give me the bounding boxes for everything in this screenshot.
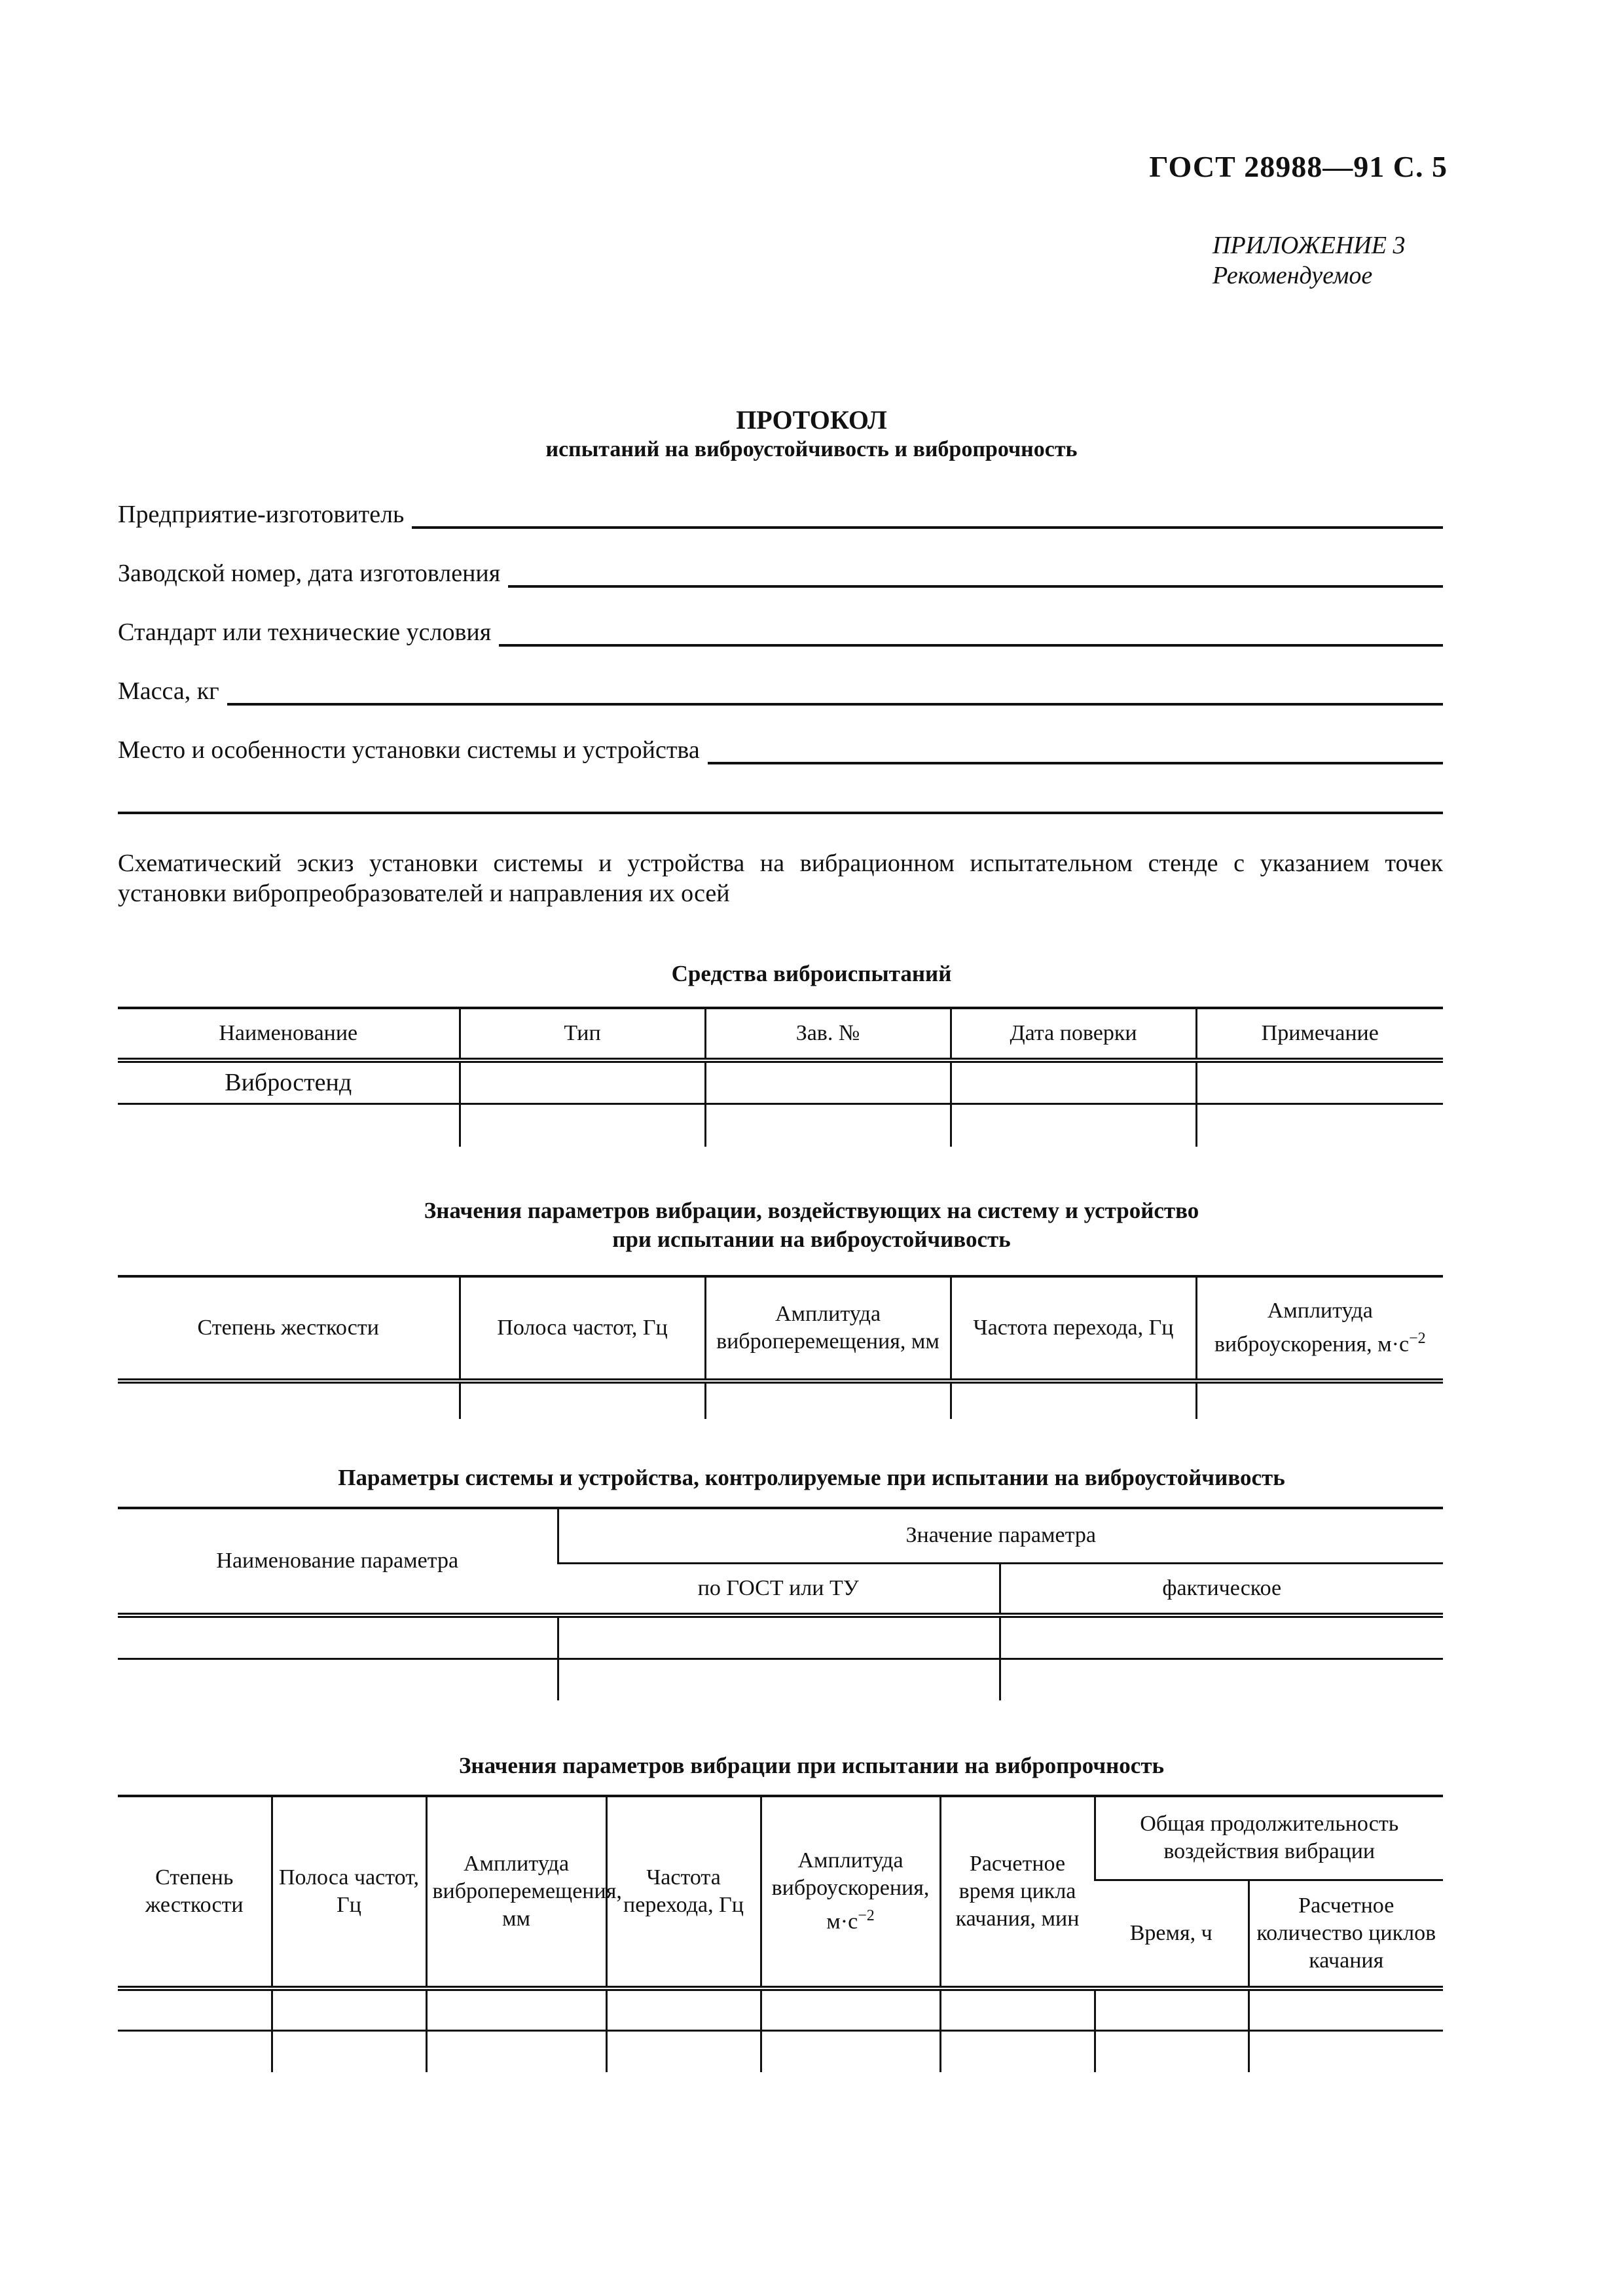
table-cell[interactable] [1095,2030,1249,2072]
t4-header-cycle-time: Расчетное время цикла качания, мин [940,1796,1095,1988]
t4-header-displacement: Амплитуда виброперемещения, мм [426,1796,606,1988]
t3-header-actual: фактическое [1000,1563,1443,1615]
table-vibration-resistance [118,1275,1443,1419]
table-cell[interactable] [1095,1988,1249,2030]
table-cell[interactable] [118,1988,272,2030]
appendix-title: ПРИЛОЖЕНИЕ 3 [1213,232,1406,259]
t4-header-freq: Полоса частот, Гц [272,1796,426,1988]
t4-header-acceleration [761,1796,940,1988]
t3-header-name: Наименование параметра [118,1508,558,1615]
table-cell[interactable] [460,1060,705,1103]
field-mass[interactable] [118,674,1443,706]
table-cell[interactable] [272,2030,426,2072]
t1-header-serial: Зав. № [705,1008,951,1060]
field-standard-line[interactable] [499,620,1443,647]
field-standard-label: Стандарт или технические условия [118,619,492,646]
table-cell[interactable] [118,2030,272,2072]
document-title: ПРОТОКОЛ [736,405,887,435]
table-cell[interactable] [1000,1659,1443,1700]
table4-title: Значения параметров вибрации при испытании на вибропрочность [458,1753,1165,1778]
table-cell[interactable] [558,1615,1000,1659]
page-header: ГОСТ 28988—91 С. 5 [1149,150,1448,183]
t2-header-acceleration-exp: −2 [1409,1330,1426,1348]
table2-title [0,1196,1623,1254]
table-row [118,1615,1443,1659]
table-vibration-strength [118,1795,1443,2072]
t1-cell-vibrostand: Вибростенд [118,1060,460,1103]
table2-title-line2: при испытании на виброустойчивость [612,1227,1011,1252]
table-cell[interactable] [460,1381,705,1419]
table-cell[interactable] [426,2030,606,2072]
t4-header-acceleration-exp: −2 [858,1907,875,1925]
t4-header-acceleration-text: Амплитуда виброускорения, м·с [771,1848,930,1934]
t4-header-severity: Степень жесткости [118,1796,272,1988]
t1-header-note: Примечание [1196,1008,1443,1060]
table-row [118,1103,1443,1147]
appendix-label [1213,230,1405,291]
t1-header-type: Тип [460,1008,705,1060]
table-cell[interactable] [951,1060,1196,1103]
table-cell[interactable] [1196,1381,1443,1419]
t1-header-name: Наименование [118,1008,460,1060]
field-place[interactable] [118,733,1443,764]
table-cell[interactable] [606,2030,761,2072]
table-cell[interactable] [761,2030,940,2072]
table-cell[interactable] [606,1988,761,2030]
table-cell[interactable] [118,1381,460,1419]
table-test-equipment [118,1007,1443,1147]
table-cell[interactable] [951,1103,1196,1147]
document-subtitle: испытаний на виброустойчивость и вибропрочность [545,437,1078,461]
table-cell[interactable] [118,1103,460,1147]
table-cell[interactable] [761,1988,940,2030]
table-row [118,1659,1443,1700]
t2-header-acceleration-text: Амплитуда виброускорения, м·с [1214,1299,1410,1357]
field-serial-line[interactable] [508,562,1443,588]
field-serial[interactable] [118,556,1443,588]
table-cell[interactable] [558,1659,1000,1700]
field-manufacturer[interactable] [118,497,1443,529]
table-cell[interactable] [1000,1615,1443,1659]
t2-header-displacement: Амплитуда виброперемещения, мм [705,1276,951,1381]
table-cell[interactable] [118,1615,558,1659]
t4-header-time: Время, ч [1095,1880,1249,1988]
table-cell[interactable] [1249,2030,1443,2072]
table-row [118,1381,1443,1419]
sketch-paragraph: Схематический эскиз установки системы и устройства на вибрационном испытательном стенде с указанием точек установки вибропреобразователей и направления их осей [118,850,1443,907]
table-controlled-parameters [118,1507,1443,1700]
t1-header-date: Дата поверки [951,1008,1196,1060]
field-standard[interactable] [118,615,1443,647]
field-mass-line[interactable] [227,679,1443,706]
t4-header-cycles: Расчетное количество циклов качания [1249,1880,1443,1988]
t2-header-severity: Степень жесткости [118,1276,460,1381]
table-cell[interactable] [705,1381,951,1419]
table-cell[interactable] [1196,1103,1443,1147]
table-cell[interactable] [951,1381,1196,1419]
table-cell[interactable] [1249,1988,1443,2030]
table-row [118,2030,1443,2072]
field-place-label: Место и особенности установки системы и устройства [118,736,700,764]
t2-header-freq: Полоса частот, Гц [460,1276,705,1381]
table1-title: Средства виброиспытаний [671,961,952,986]
table-cell[interactable] [426,1988,606,2030]
t3-header-value: Значение параметра [558,1508,1443,1563]
field-manufacturer-line[interactable] [412,503,1443,529]
field-place-extra-line[interactable] [118,812,1443,814]
table-row [118,1988,1443,2030]
t2-header-acceleration [1196,1276,1443,1381]
t4-header-crossover: Частота перехода, Гц [606,1796,761,1988]
table-cell[interactable] [705,1103,951,1147]
table-cell[interactable] [940,2030,1095,2072]
t2-header-crossover: Частота перехода, Гц [951,1276,1196,1381]
t4-header-total-duration: Общая продолжительность воздействия вибрации [1095,1796,1443,1880]
table2-title-line1: Значения параметров вибрации, воздействующих на систему и устройство [424,1198,1199,1223]
table3-title: Параметры системы и устройства, контролируемые при испытании на виброустойчивость [338,1465,1285,1490]
table-cell[interactable] [705,1060,951,1103]
t3-header-gost: по ГОСТ или ТУ [558,1563,1000,1615]
field-place-line[interactable] [708,738,1443,764]
table-row [118,1060,1443,1103]
field-mass-label: Масса, кг [118,677,219,705]
table-cell[interactable] [118,1659,558,1700]
table-cell[interactable] [272,1988,426,2030]
field-manufacturer-label: Предприятие-изготовитель [118,501,405,528]
field-serial-label: Заводской номер, дата изготовления [118,560,501,587]
appendix-status: Рекомендуемое [1213,262,1373,289]
table-cell[interactable] [1196,1060,1443,1103]
table-cell[interactable] [460,1103,705,1147]
table-cell[interactable] [940,1988,1095,2030]
